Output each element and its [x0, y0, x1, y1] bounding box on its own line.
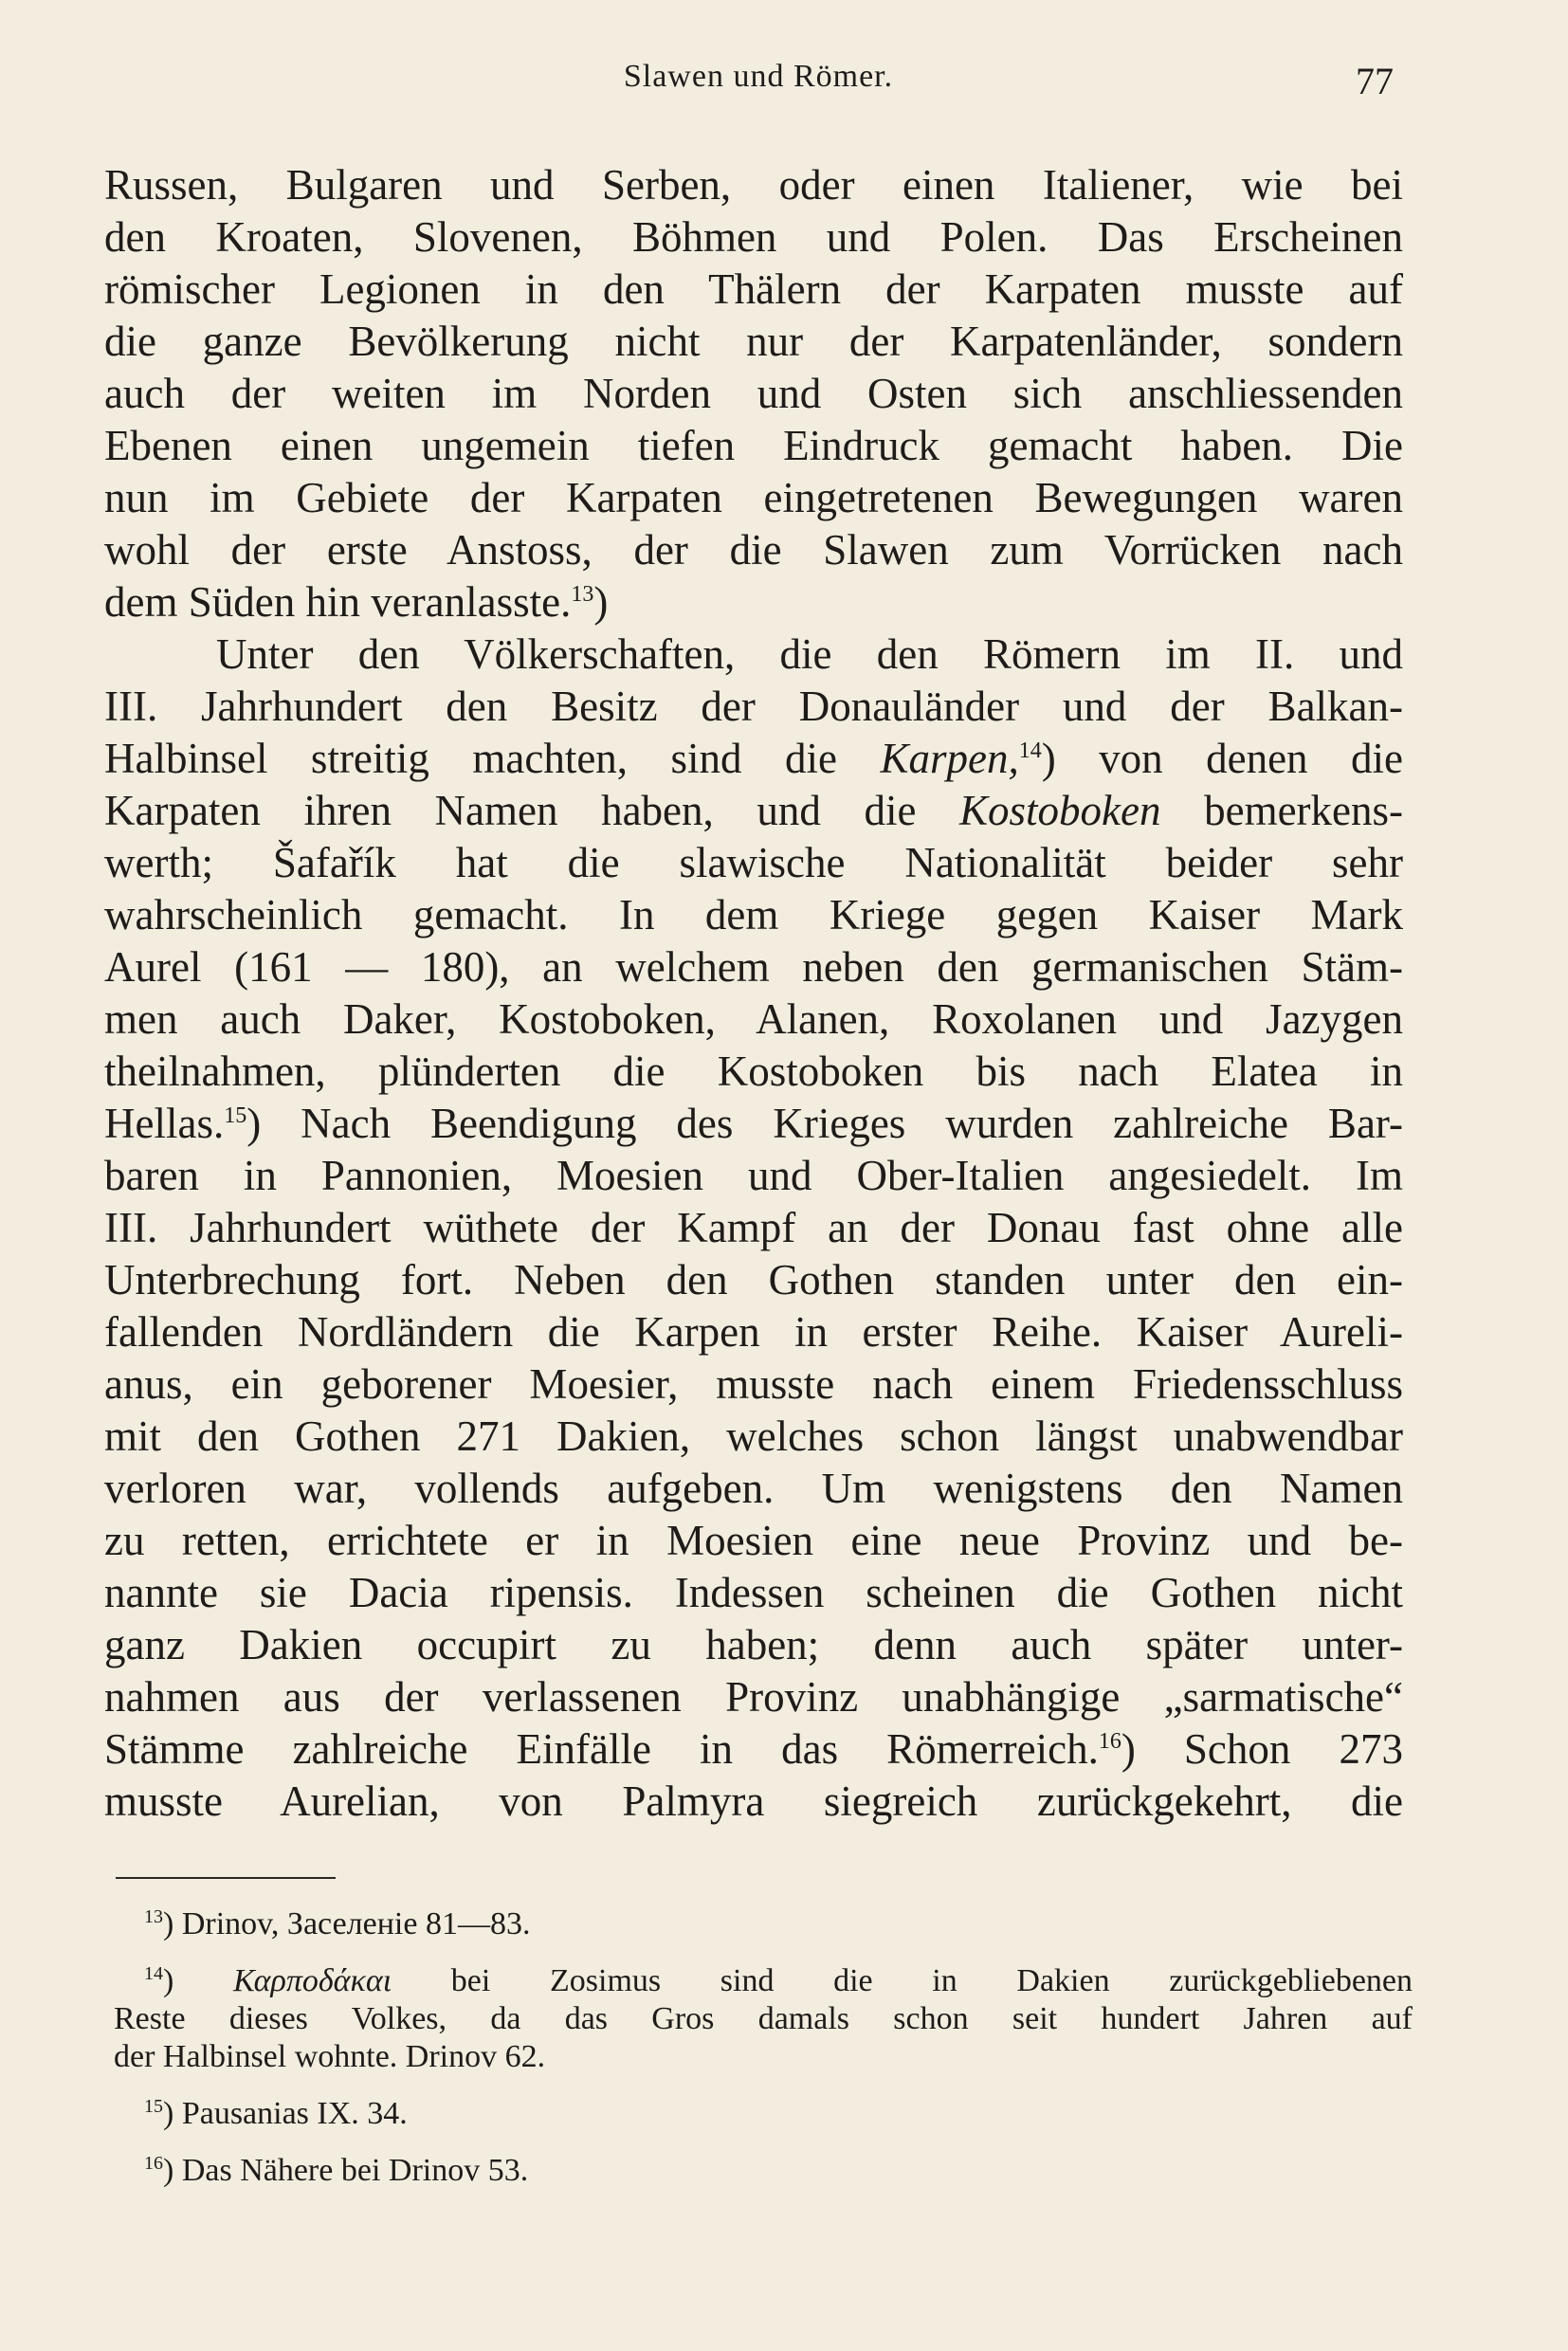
text-segment: Hellas.	[104, 1100, 225, 1147]
footnotes	[114, 1905, 1413, 2190]
text-segment: bemerkens-	[1160, 787, 1404, 834]
greek-term: Καρποδάκαι	[232, 1963, 392, 1998]
text-line	[104, 785, 1403, 837]
footnote-13	[114, 1905, 1413, 1943]
footnote-text: ) Das Nähere bei Drinov 53.	[163, 2153, 529, 2188]
text-line: Ebenen einen ungemein tiefen Eindruck gemacht haben. Die	[104, 422, 1403, 469]
text-line: den Kroaten, Slovenen, Böhmen und Polen. Das Erscheinen	[104, 213, 1403, 261]
text-line: werth; Šafařík hat die slawische Nationalität beider sehr	[104, 839, 1403, 886]
text-line: nannte sie Dacia ripensis. Indessen scheinen die Gothen nicht	[104, 1569, 1403, 1616]
footnote-16	[114, 2152, 1413, 2190]
text-line: anus, ein geborener Moesier, musste nach einem Friedensschluss	[104, 1360, 1403, 1408]
footnote-ref-13[interactable]: 13	[571, 582, 594, 607]
text-line: III. Jahrhundert wüthete der Kampf an der Donau fast ohne alle	[104, 1204, 1403, 1251]
running-head	[114, 59, 1403, 116]
text-line: zu retten, errichtete er in Moesien eine neue Provinz und be-	[104, 1517, 1403, 1564]
text-line: Russen, Bulgaren und Serben, oder einen Italiener, wie bei	[104, 161, 1403, 209]
text-line: musste Aurelian, von Palmyra siegreich zurückgekehrt, die	[104, 1777, 1403, 1825]
running-title: Slawen und Römer.	[623, 59, 894, 94]
footnote-ref-16[interactable]: 16	[1098, 1729, 1121, 1754]
footnote-ref-15[interactable]: 15	[224, 1103, 247, 1128]
text-line: die ganze Bevölkerung nicht nur der Karpatenländer, sondern	[104, 318, 1403, 365]
text-segment: Stämme zahlreiche Einfälle in das Römerreich.	[104, 1725, 1099, 1773]
text-line: wohl der erste Anstoss, der die Slawen zum Vorrücken nach	[104, 526, 1403, 574]
body-text	[104, 159, 1403, 1828]
text-segment: ) Nach Beendigung des Krieges wurden zahlreiche Bar-	[246, 1100, 1403, 1147]
text-line: theilnahmen, plünderten die Kostoboken bis nach Elatea in	[104, 1048, 1403, 1095]
text-segment: Karpaten ihren Namen haben, und die	[104, 787, 917, 834]
text-line	[104, 733, 1403, 785]
footnote-14-cont: Reste dieses Volkes, da das Gros damals schon seit hundert Jahren auf	[114, 2001, 1413, 2036]
text-line: baren in Pannonien, Moesien und Ober-Italien angesiedelt. Im	[104, 1152, 1403, 1199]
text-line	[104, 576, 1403, 629]
text-line: wahrscheinlich gemacht. In dem Kriege gegen Kaiser Mark	[104, 891, 1403, 939]
footnote-ref-14[interactable]: 14	[1018, 738, 1042, 763]
text-line: III. Jahrhundert den Besitz der Donauländer und der Balkan-	[104, 683, 1403, 730]
text-line: ganz Dakien occupirt zu haben; denn auch später unter-	[104, 1621, 1403, 1668]
footnote-text: ) Drinov, Заселеніе 81—83.	[163, 1906, 531, 1941]
text-line: Unter den Völkerschaften, die den Römern im II. und	[216, 630, 1403, 678]
text-line	[104, 1098, 1403, 1150]
footnote-text: bei Zosimus sind die in Dakien zurückgebliebenen	[392, 1963, 1413, 1998]
text-segment: ) von denen die	[1041, 735, 1403, 782]
page-number: 77	[1356, 60, 1394, 102]
footnote-text: ) Pausanias IX. 34.	[163, 2096, 408, 2131]
text-segment: Halbinsel streitig machten, sind die	[104, 735, 837, 782]
text-line: men auch Daker, Kostoboken, Alanen, Roxolanen und Jazygen	[104, 995, 1403, 1043]
text-segment: dem Süden hin veranlasste.	[104, 578, 572, 626]
text-segment: )	[593, 578, 609, 626]
text-segment: ) Schon 273	[1121, 1725, 1403, 1773]
footnote-14-cont: der Halbinsel wohnte. Drinov 62.	[114, 2039, 546, 2074]
text-line: Unterbrechung fort. Neben den Gothen standen unter den ein-	[104, 1256, 1403, 1303]
text-line: mit den Gothen 271 Dakien, welches schon längst unabwendbar	[104, 1412, 1403, 1460]
text-line: römischer Legionen in den Thälern der Karpaten musste auf	[104, 265, 1403, 313]
footnote-mark: 16	[144, 2153, 163, 2174]
text-line: auch der weiten im Norden und Osten sich anschliessenden	[104, 370, 1403, 417]
emphasis-kostoboken: Kostoboken	[959, 787, 1161, 834]
footnote-14: $^{14}$) Καρποδάκαι bei Zosimus sind die in Dakien zurückgebliebenen	[144, 1963, 1413, 1998]
footnote-separator	[116, 1877, 336, 1879]
footnote-mark: 15	[144, 2096, 163, 2117]
text-line: fallenden Nordländern die Karpen in erster Reihe. Kaiser Aureli-	[104, 1308, 1403, 1356]
text-line: nahmen aus der verlassenen Provinz unabhängige „sarmatische“	[104, 1673, 1403, 1721]
text-line: verloren war, vollends aufgeben. Um wenigstens den Namen	[104, 1465, 1403, 1512]
emphasis-karpen: Karpen,	[880, 735, 1019, 782]
footnote-15	[114, 2095, 1413, 2133]
text-line: Aurel (161 — 180), an welchem neben den germanischen Stäm-	[104, 943, 1403, 991]
footnote-mark: 13	[144, 1906, 163, 1927]
text-line	[104, 1723, 1403, 1776]
text-line: nun im Gebiete der Karpaten eingetretenen Bewegungen waren	[104, 474, 1403, 521]
footnote-mark: 14	[144, 1963, 163, 1984]
